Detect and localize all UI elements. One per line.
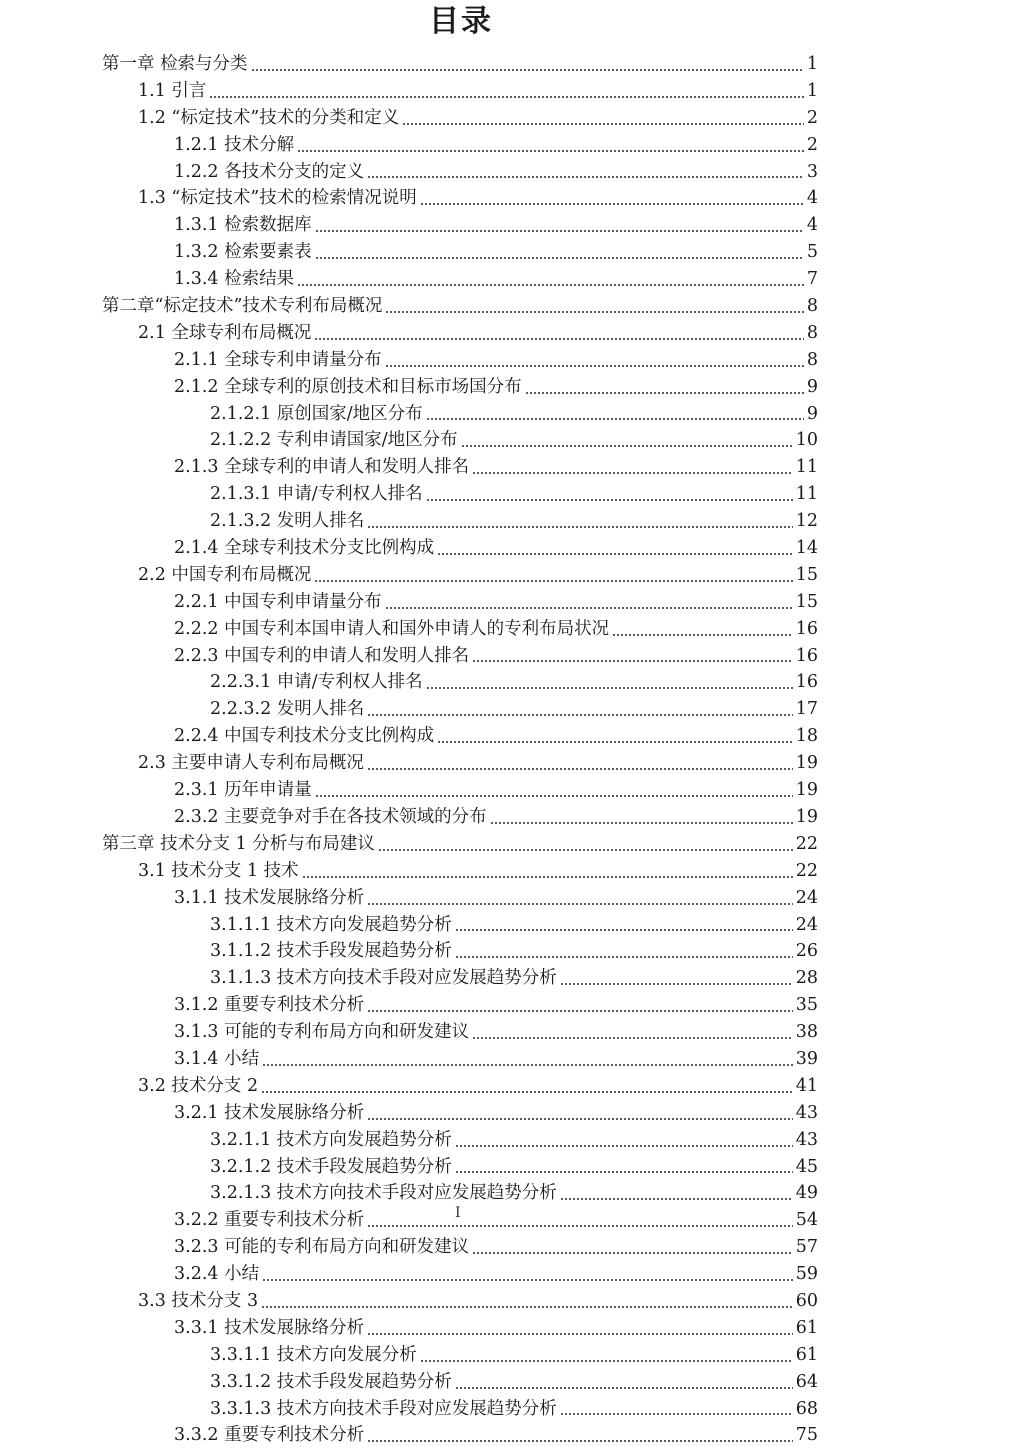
dot-leader bbox=[560, 983, 793, 985]
toc-entry[interactable] bbox=[0, 562, 1024, 589]
toc-entry-title: 3.2.1.3 技术方向技术手段对应发展趋势分析 bbox=[210, 1183, 557, 1204]
toc-entry-title: 3.3.1 技术发展脉络分析 bbox=[174, 1317, 365, 1338]
toc-entry-page-number: 2 bbox=[806, 134, 818, 155]
toc-entry-page-number: 15 bbox=[795, 591, 818, 612]
toc-entry-title: 1.2 “标定技术”技术的分类和定义 bbox=[138, 107, 400, 128]
toc-entry-title: 2.1.2 全球专利的原创技术和目标市场国分布 bbox=[174, 376, 522, 397]
toc-entry-title: 1.2.1 技术分解 bbox=[174, 134, 295, 155]
toc-entry-title: 3.1.1.3 技术方向技术手段对应发展趋势分析 bbox=[210, 968, 557, 989]
toc-entry[interactable] bbox=[0, 992, 1024, 1019]
toc-entry[interactable] bbox=[0, 643, 1024, 670]
toc-entry[interactable] bbox=[0, 51, 1024, 78]
dot-leader bbox=[314, 338, 803, 340]
dot-leader bbox=[367, 714, 792, 716]
toc-entry-page-number: 16 bbox=[795, 645, 818, 666]
dot-leader bbox=[367, 1225, 793, 1227]
toc-entry-page-number: 8 bbox=[806, 296, 818, 317]
toc-entry-page-number: 49 bbox=[795, 1183, 818, 1204]
dot-leader bbox=[437, 741, 793, 743]
toc-entry-title: 2.1.3.2 发明人排名 bbox=[210, 511, 365, 532]
toc-entry[interactable] bbox=[0, 293, 1024, 320]
toc-entry[interactable] bbox=[0, 132, 1024, 159]
toc-entry-page-number: 15 bbox=[795, 564, 818, 585]
toc-entry-page-number: 9 bbox=[806, 376, 818, 397]
toc-entry[interactable] bbox=[0, 938, 1024, 965]
toc-entry[interactable] bbox=[0, 185, 1024, 212]
toc-entry-title: 2.1.4 全球专利技术分支比例构成 bbox=[174, 538, 435, 559]
toc-entry-title: 3.1.2 重要专利技术分析 bbox=[174, 995, 365, 1016]
toc-entry-title: 第一章 检索与分类 bbox=[102, 54, 248, 74]
toc-entry[interactable] bbox=[0, 266, 1024, 293]
toc-entry-page-number: 61 bbox=[795, 1317, 818, 1338]
dot-leader bbox=[560, 1198, 793, 1200]
toc-entry-title: 2.2.4 中国专利技术分支比例构成 bbox=[174, 726, 435, 747]
dot-leader bbox=[472, 472, 793, 474]
dot-leader bbox=[455, 1387, 793, 1389]
toc-entry-title: 2.3 主要申请人专利布局概况 bbox=[138, 753, 364, 774]
dot-leader bbox=[367, 768, 793, 770]
toc-entry-title: 3.2.2 重要专利技术分析 bbox=[174, 1210, 365, 1231]
dot-leader bbox=[367, 1333, 793, 1335]
toc-entry-page-number: 10 bbox=[795, 430, 818, 451]
toc-entry-page-number: 45 bbox=[795, 1156, 818, 1177]
toc-entry-title: 2.3.1 历年申请量 bbox=[174, 780, 312, 801]
toc-entry-page-number: 64 bbox=[795, 1371, 818, 1392]
dot-leader bbox=[461, 445, 793, 447]
toc-entry-page-number: 59 bbox=[795, 1264, 818, 1285]
dot-leader bbox=[402, 123, 804, 125]
toc-entry[interactable] bbox=[0, 1261, 1024, 1288]
toc-entry-page-number: 1 bbox=[806, 54, 818, 74]
toc-entry-page-number: 7 bbox=[806, 269, 818, 290]
toc-entry-page-number: 9 bbox=[806, 403, 818, 424]
toc-entry-page-number: 19 bbox=[795, 806, 818, 827]
toc-entry[interactable] bbox=[0, 1100, 1024, 1127]
toc-entry-title: 2.2.2 中国专利本国申请人和国外申请人的专利布局状况 bbox=[174, 618, 610, 639]
dot-leader bbox=[297, 284, 804, 286]
toc-entry-page-number: 18 bbox=[795, 726, 818, 747]
toc-entry[interactable] bbox=[0, 723, 1024, 750]
toc-entry[interactable] bbox=[0, 1207, 1024, 1234]
dot-leader bbox=[472, 1037, 793, 1039]
toc-entry[interactable] bbox=[0, 239, 1024, 266]
dot-leader bbox=[455, 956, 793, 958]
dot-leader bbox=[262, 1279, 793, 1281]
toc-entry-page-number: 12 bbox=[795, 511, 818, 532]
toc-entry-page-number: 2 bbox=[806, 107, 818, 128]
dot-leader bbox=[315, 230, 804, 232]
toc-entry[interactable] bbox=[0, 669, 1024, 696]
toc-entry-page-number: 8 bbox=[806, 349, 818, 370]
toc-entry-page-number: 11 bbox=[795, 457, 818, 478]
toc-entry[interactable] bbox=[0, 454, 1024, 481]
toc-entry-title: 1.3.2 检索要素表 bbox=[174, 242, 312, 263]
dot-leader bbox=[426, 687, 793, 689]
toc-entry-title: 2.1.2.1 原创国家/地区分布 bbox=[210, 403, 423, 424]
toc-entry-title: 3.3.1.3 技术方向技术手段对应发展趋势分析 bbox=[210, 1398, 557, 1419]
toc-entry-page-number: 17 bbox=[795, 699, 818, 720]
toc-entry-page-number: 19 bbox=[795, 780, 818, 801]
dot-leader bbox=[314, 580, 792, 582]
toc-entry-title: 3.2.1 技术发展脉络分析 bbox=[174, 1102, 365, 1123]
toc-entry-title: 2.1.2.2 专利申请国家/地区分布 bbox=[210, 430, 458, 451]
text-cursor-icon: I bbox=[455, 1205, 461, 1221]
dot-leader bbox=[385, 365, 804, 367]
dot-leader bbox=[262, 1064, 793, 1066]
toc-entry[interactable] bbox=[0, 1073, 1024, 1100]
toc-entry-title: 1.3.4 检索结果 bbox=[174, 269, 295, 290]
toc-entry-page-number: 19 bbox=[795, 753, 818, 774]
dot-leader bbox=[251, 69, 804, 71]
toc-entry-page-number: 41 bbox=[795, 1075, 818, 1096]
toc-entry-title: 3.1.1 技术发展脉络分析 bbox=[174, 887, 365, 908]
dot-leader bbox=[302, 876, 793, 878]
toc-entry[interactable] bbox=[0, 1046, 1024, 1073]
toc-entry-page-number: 60 bbox=[795, 1290, 818, 1311]
toc-entry[interactable] bbox=[0, 320, 1024, 347]
dot-leader bbox=[209, 96, 803, 98]
toc-entry-title: 3.3.1.2 技术手段发展趋势分析 bbox=[210, 1371, 452, 1392]
toc-entry-title: 3.2.4 小结 bbox=[174, 1264, 260, 1285]
toc-entry-title: 第三章 技术分支 1 分析与布局建议 bbox=[102, 833, 375, 854]
toc-entry-page-number: 1 bbox=[806, 80, 818, 101]
toc-entry-title: 2.1.3.1 申请/专利权人排名 bbox=[210, 484, 423, 505]
dot-leader bbox=[455, 1145, 793, 1147]
dot-leader bbox=[437, 553, 793, 555]
toc-entry[interactable] bbox=[0, 696, 1024, 723]
toc-entry[interactable] bbox=[0, 1127, 1024, 1154]
toc-entry[interactable] bbox=[0, 105, 1024, 132]
toc-entry-page-number: 3 bbox=[806, 161, 818, 182]
toc-entry[interactable] bbox=[0, 1369, 1024, 1396]
toc-entry[interactable] bbox=[0, 858, 1024, 885]
toc-entry[interactable] bbox=[0, 374, 1024, 401]
toc-entry-page-number: 43 bbox=[795, 1102, 818, 1123]
toc-entry-title: 2.3.2 主要竞争对手在各技术领域的分布 bbox=[174, 806, 487, 827]
dot-leader bbox=[472, 660, 793, 662]
toc-entry-title: 3.1.4 小结 bbox=[174, 1048, 260, 1069]
toc-entry-page-number: 4 bbox=[806, 215, 818, 236]
dot-leader bbox=[315, 795, 793, 797]
toc-entry-page-number: 43 bbox=[795, 1129, 818, 1150]
toc-entry-page-number: 8 bbox=[806, 322, 818, 343]
toc-entry-page-number: 22 bbox=[795, 860, 818, 881]
toc-entry-page-number: 24 bbox=[795, 914, 818, 935]
dot-leader bbox=[490, 822, 793, 824]
toc-entry-title: 第二章“标定技术”技术专利布局概况 bbox=[102, 296, 383, 317]
toc-entry[interactable] bbox=[0, 347, 1024, 374]
toc-entry[interactable] bbox=[0, 1288, 1024, 1315]
toc-entry[interactable] bbox=[0, 1422, 1024, 1449]
toc-entry[interactable] bbox=[0, 777, 1024, 804]
toc-entry-title: 1.3 “标定技术”技术的检索情况说明 bbox=[138, 188, 417, 209]
toc-entry-page-number: 16 bbox=[795, 672, 818, 693]
toc-entry[interactable] bbox=[0, 912, 1024, 939]
toc-entry-page-number: 68 bbox=[795, 1398, 818, 1419]
toc-entry-title: 1.2.2 各技术分支的定义 bbox=[174, 161, 365, 182]
toc-entry-page-number: 39 bbox=[795, 1048, 818, 1069]
toc-entry-title: 3.3.1.1 技术方向发展分析 bbox=[210, 1344, 417, 1365]
toc-entry-page-number: 14 bbox=[795, 538, 818, 559]
dot-leader bbox=[426, 418, 804, 420]
dot-leader bbox=[426, 499, 793, 501]
dot-leader bbox=[385, 607, 793, 609]
dot-leader bbox=[385, 311, 803, 313]
toc-entry[interactable] bbox=[0, 508, 1024, 535]
dot-leader bbox=[420, 1360, 793, 1362]
toc-entry[interactable] bbox=[0, 589, 1024, 616]
toc-entry-title: 2.1.3 全球专利的申请人和发明人排名 bbox=[174, 457, 470, 478]
toc-entry[interactable] bbox=[0, 1019, 1024, 1046]
toc-entry-title: 3.2.3 可能的专利布局方向和研发建议 bbox=[174, 1237, 470, 1258]
dot-leader bbox=[367, 1440, 793, 1442]
toc-entry-title: 1.3.1 检索数据库 bbox=[174, 215, 312, 236]
dot-leader bbox=[367, 1118, 793, 1120]
toc-entry-title: 2.2.3.2 发明人排名 bbox=[210, 699, 365, 720]
toc-entry[interactable] bbox=[0, 212, 1024, 239]
toc-entry[interactable] bbox=[0, 401, 1024, 428]
toc-entry[interactable] bbox=[0, 1234, 1024, 1261]
dot-leader bbox=[455, 929, 793, 931]
toc-entry[interactable] bbox=[0, 1342, 1024, 1369]
toc-entry[interactable] bbox=[0, 1396, 1024, 1423]
toc-entry-title: 2.2 中国专利布局概况 bbox=[138, 564, 312, 585]
toc-entry-page-number: 22 bbox=[795, 833, 818, 854]
toc-entry-page-number: 5 bbox=[806, 242, 818, 263]
toc-entry-page-number: 61 bbox=[795, 1344, 818, 1365]
toc-entry[interactable] bbox=[0, 535, 1024, 562]
toc-entry-title: 3.2.1.1 技术方向发展趋势分析 bbox=[210, 1129, 452, 1150]
toc-entry-title: 3.3.2 重要专利技术分析 bbox=[174, 1425, 365, 1446]
toc-entry[interactable] bbox=[0, 804, 1024, 831]
toc-entry-page-number: 28 bbox=[795, 968, 818, 989]
toc-entry[interactable] bbox=[0, 885, 1024, 912]
toc-entry-title: 3.3 技术分支 3 bbox=[138, 1290, 259, 1311]
dot-leader bbox=[612, 634, 793, 636]
toc-entry[interactable] bbox=[0, 750, 1024, 777]
toc-entry[interactable] bbox=[0, 1315, 1024, 1342]
toc-entry-title: 2.2.3.1 申请/专利权人排名 bbox=[210, 672, 423, 693]
dot-leader bbox=[315, 257, 804, 259]
toc-entry-title: 2.1.1 全球专利申请量分布 bbox=[174, 349, 382, 370]
dot-leader bbox=[367, 903, 793, 905]
toc-entry-title: 3.1 技术分支 1 技术 bbox=[138, 860, 299, 881]
dot-leader bbox=[367, 526, 792, 528]
toc-entry-title: 3.2 技术分支 2 bbox=[138, 1075, 259, 1096]
dot-leader bbox=[455, 1171, 793, 1173]
toc-entry-page-number: 11 bbox=[795, 484, 818, 505]
toc-entry-title: 3.1.3 可能的专利布局方向和研发建议 bbox=[174, 1022, 470, 1043]
toc-entry-page-number: 54 bbox=[795, 1210, 818, 1231]
dot-leader bbox=[525, 392, 804, 394]
toc-entry-title: 1.1 引言 bbox=[138, 80, 207, 101]
toc-entry[interactable] bbox=[0, 78, 1024, 105]
toc-entry-page-number: 38 bbox=[795, 1022, 818, 1043]
toc-entry-title: 3.1.1.1 技术方向发展趋势分析 bbox=[210, 914, 452, 935]
toc-entry-page-number: 75 bbox=[795, 1425, 818, 1446]
dot-leader bbox=[367, 1010, 793, 1012]
toc-entry-title: 2.2.3 中国专利的申请人和发明人排名 bbox=[174, 645, 470, 666]
toc-entry-page-number: 35 bbox=[795, 995, 818, 1016]
dot-leader bbox=[378, 849, 793, 851]
dot-leader bbox=[261, 1306, 793, 1308]
page-title: 目录 bbox=[429, 4, 493, 39]
dot-leader bbox=[261, 1091, 793, 1093]
toc-entry[interactable] bbox=[0, 427, 1024, 454]
toc-entry-page-number: 4 bbox=[806, 188, 818, 209]
table-of-contents bbox=[0, 51, 1024, 1449]
toc-entry-page-number: 24 bbox=[795, 887, 818, 908]
dot-leader bbox=[472, 1252, 793, 1254]
toc-entry[interactable] bbox=[0, 159, 1024, 186]
toc-entry-page-number: 16 bbox=[795, 618, 818, 639]
toc-entry-page-number: 57 bbox=[795, 1237, 818, 1258]
dot-leader bbox=[297, 150, 804, 152]
toc-entry-title: 3.2.1.2 技术手段发展趋势分析 bbox=[210, 1156, 452, 1177]
toc-entry[interactable] bbox=[0, 965, 1024, 992]
toc-entry[interactable] bbox=[0, 616, 1024, 643]
dot-leader bbox=[560, 1413, 793, 1415]
dot-leader bbox=[367, 176, 804, 178]
toc-entry-title: 2.2.1 中国专利申请量分布 bbox=[174, 591, 382, 612]
toc-entry[interactable] bbox=[0, 831, 1024, 858]
toc-entry-title: 3.1.1.2 技术手段发展趋势分析 bbox=[210, 941, 452, 962]
toc-entry[interactable] bbox=[0, 481, 1024, 508]
toc-entry-page-number: 26 bbox=[795, 941, 818, 962]
toc-entry-title: 2.1 全球专利布局概况 bbox=[138, 322, 312, 343]
toc-entry[interactable] bbox=[0, 1180, 1024, 1207]
dot-leader bbox=[420, 203, 804, 205]
toc-entry[interactable] bbox=[0, 1154, 1024, 1181]
